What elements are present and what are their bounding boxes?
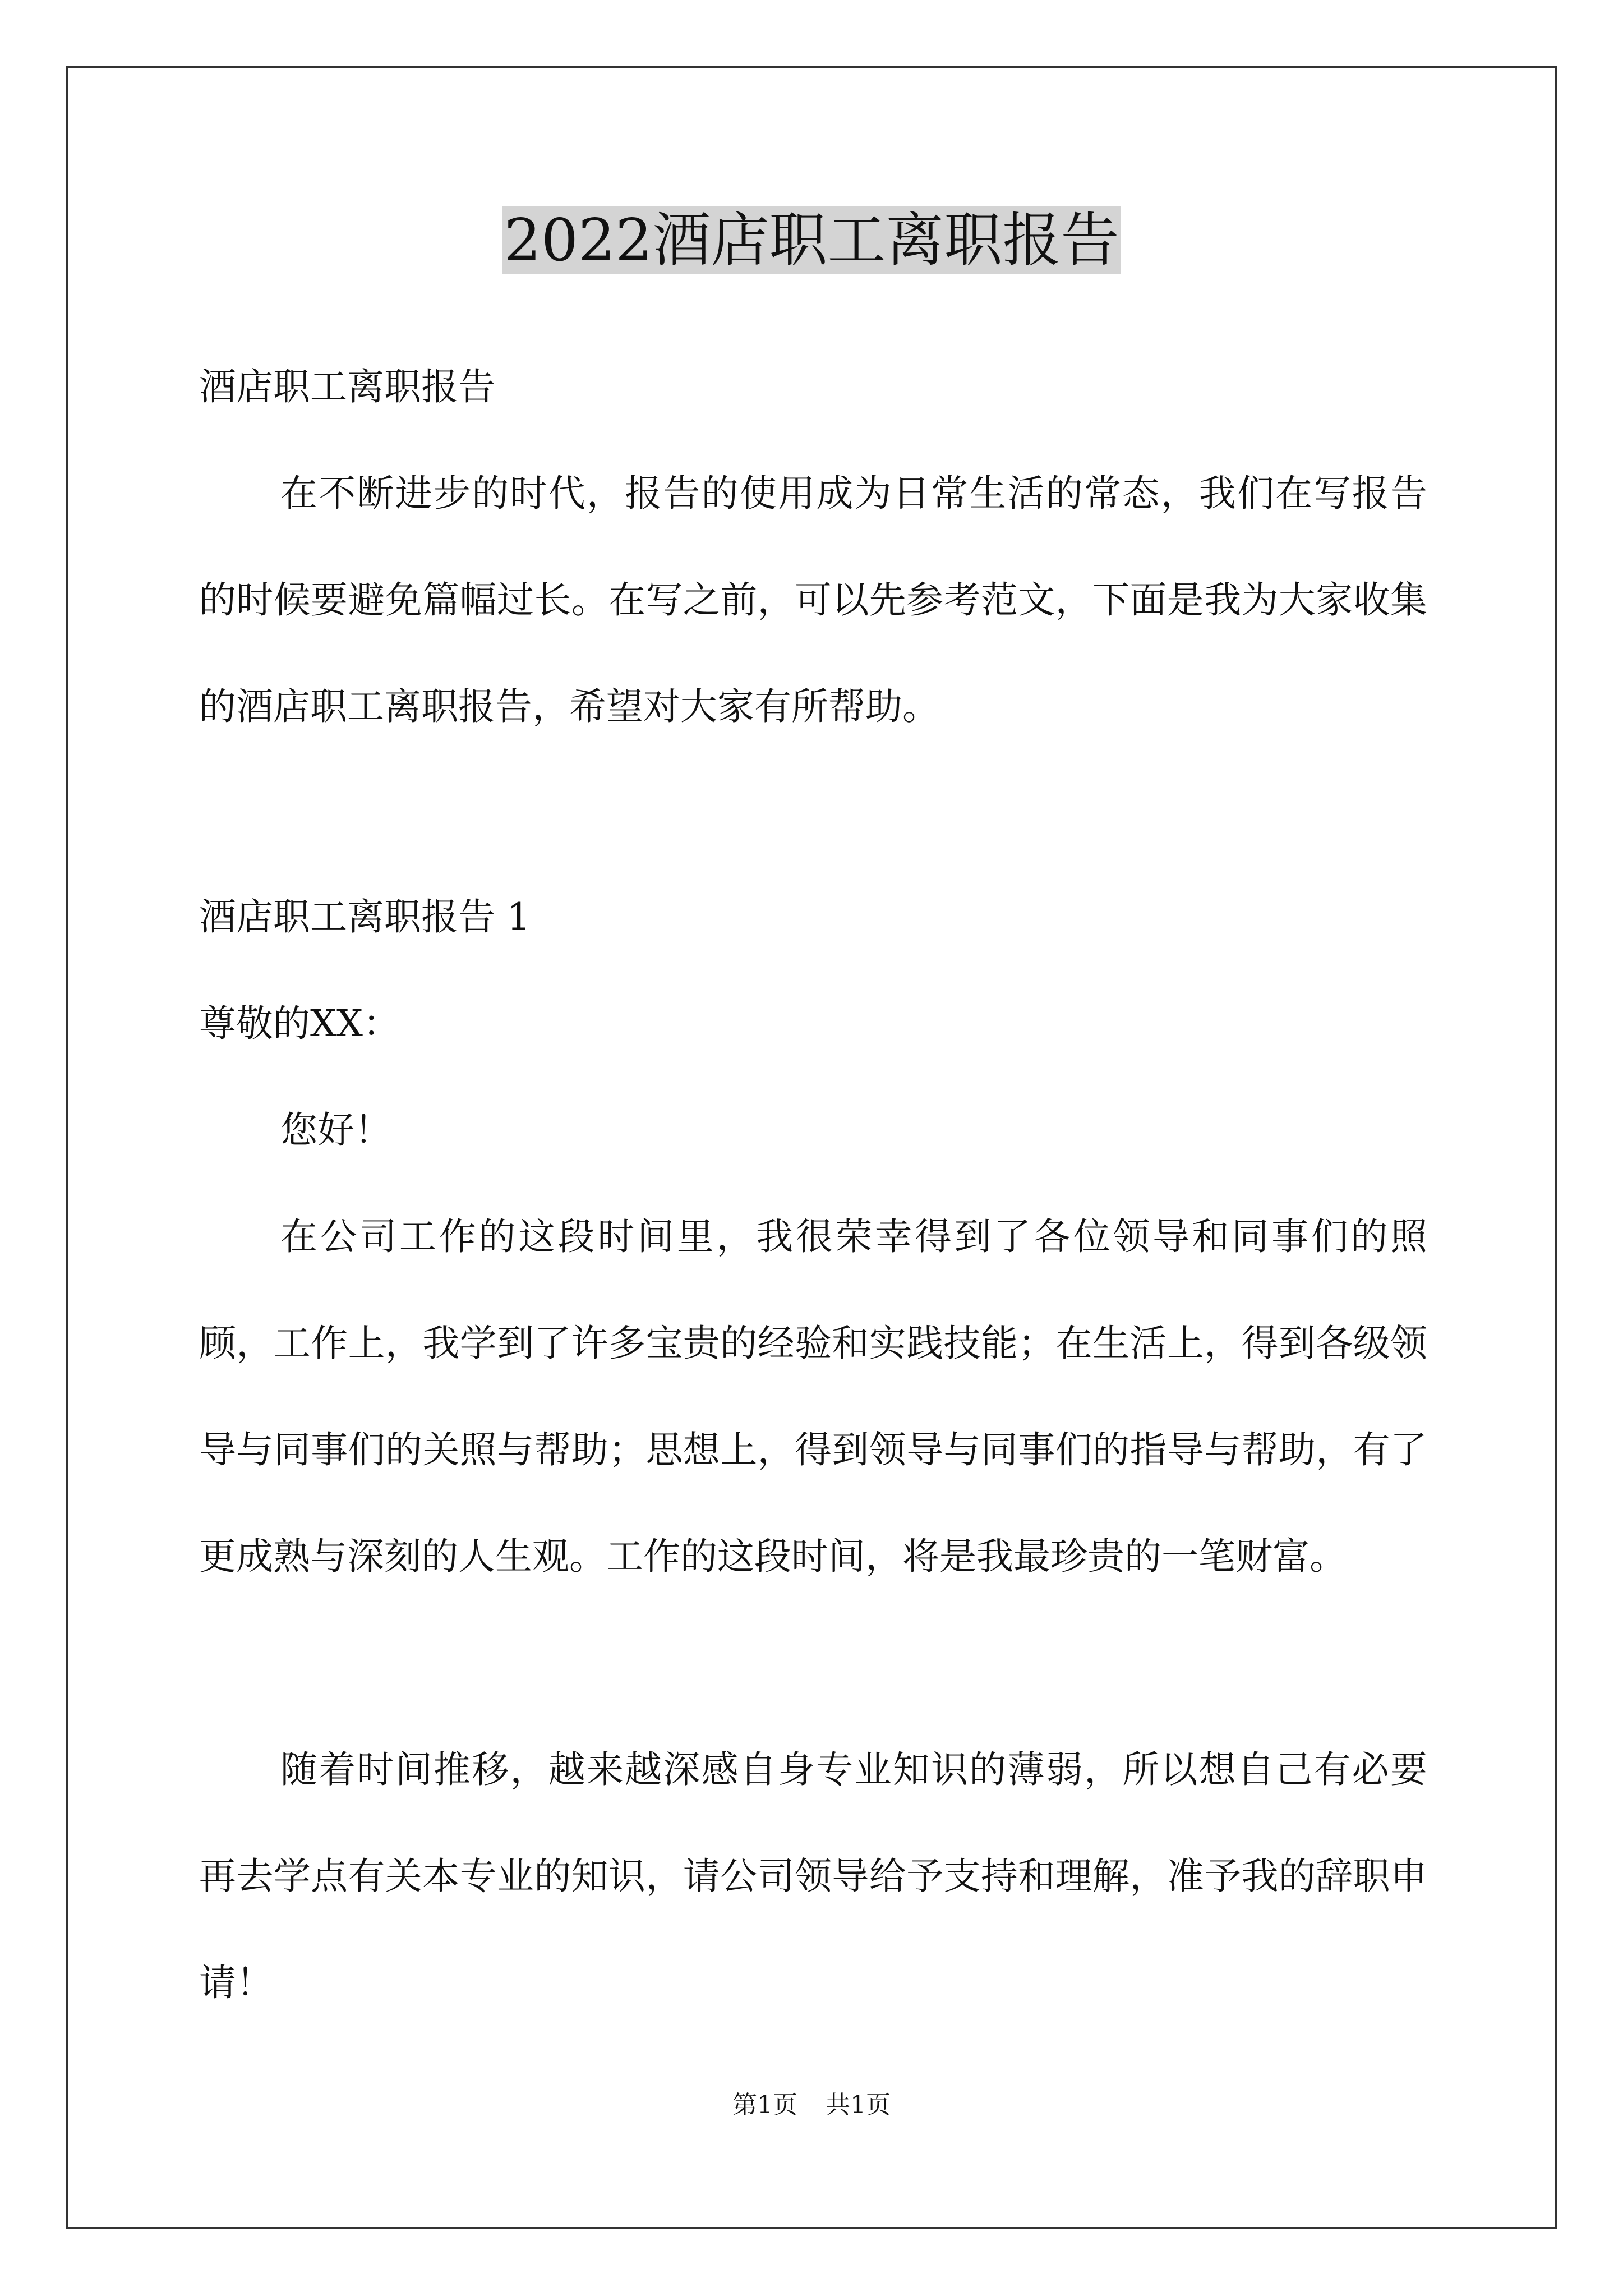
section-heading: 酒店职工离职报告 1	[199, 895, 531, 938]
body-paragraph-1: 在公司工作的这段时间里，我很荣幸得到了各位领导和同事们的照顾，工作上，我学到了许多宝贵的经验和实践技能；在生活上，得到各级领导与同事们的关照与帮助；思想上，得到领导与同事们的指导与帮助，有了更成熟与深刻的人生观。工作的这段时间，将是我最珍贵的一笔财富。	[199, 1215, 1427, 1578]
document-title	[0, 201, 1623, 279]
page-number: 第1页	[732, 2091, 797, 2119]
greeting: 您好！	[280, 1108, 391, 1152]
document-subtitle: 酒店职工离职报告	[199, 365, 495, 408]
body-paragraph-2: 随着时间推移，越来越深感自身专业知识的薄弱，所以想自己有必要再去学点有关本专业的知识，请公司领导给予支持和理解，准予我的辞职申请！	[199, 1748, 1427, 2004]
intro-paragraph: 在不断进步的时代，报告的使用成为日常生活的常态，我们在写报告的时候要避免篇幅过长。在写之前，可以先参考范文，下面是我为大家收集的酒店职工离职报告，希望对大家有所帮助。	[199, 472, 1427, 728]
salutation: 尊敬的XX：	[199, 1002, 400, 1045]
page-total: 共1页	[826, 2091, 891, 2119]
page-footer	[0, 2088, 1623, 2122]
document-title-text: 2022酒店职工离职报告	[502, 206, 1122, 274]
